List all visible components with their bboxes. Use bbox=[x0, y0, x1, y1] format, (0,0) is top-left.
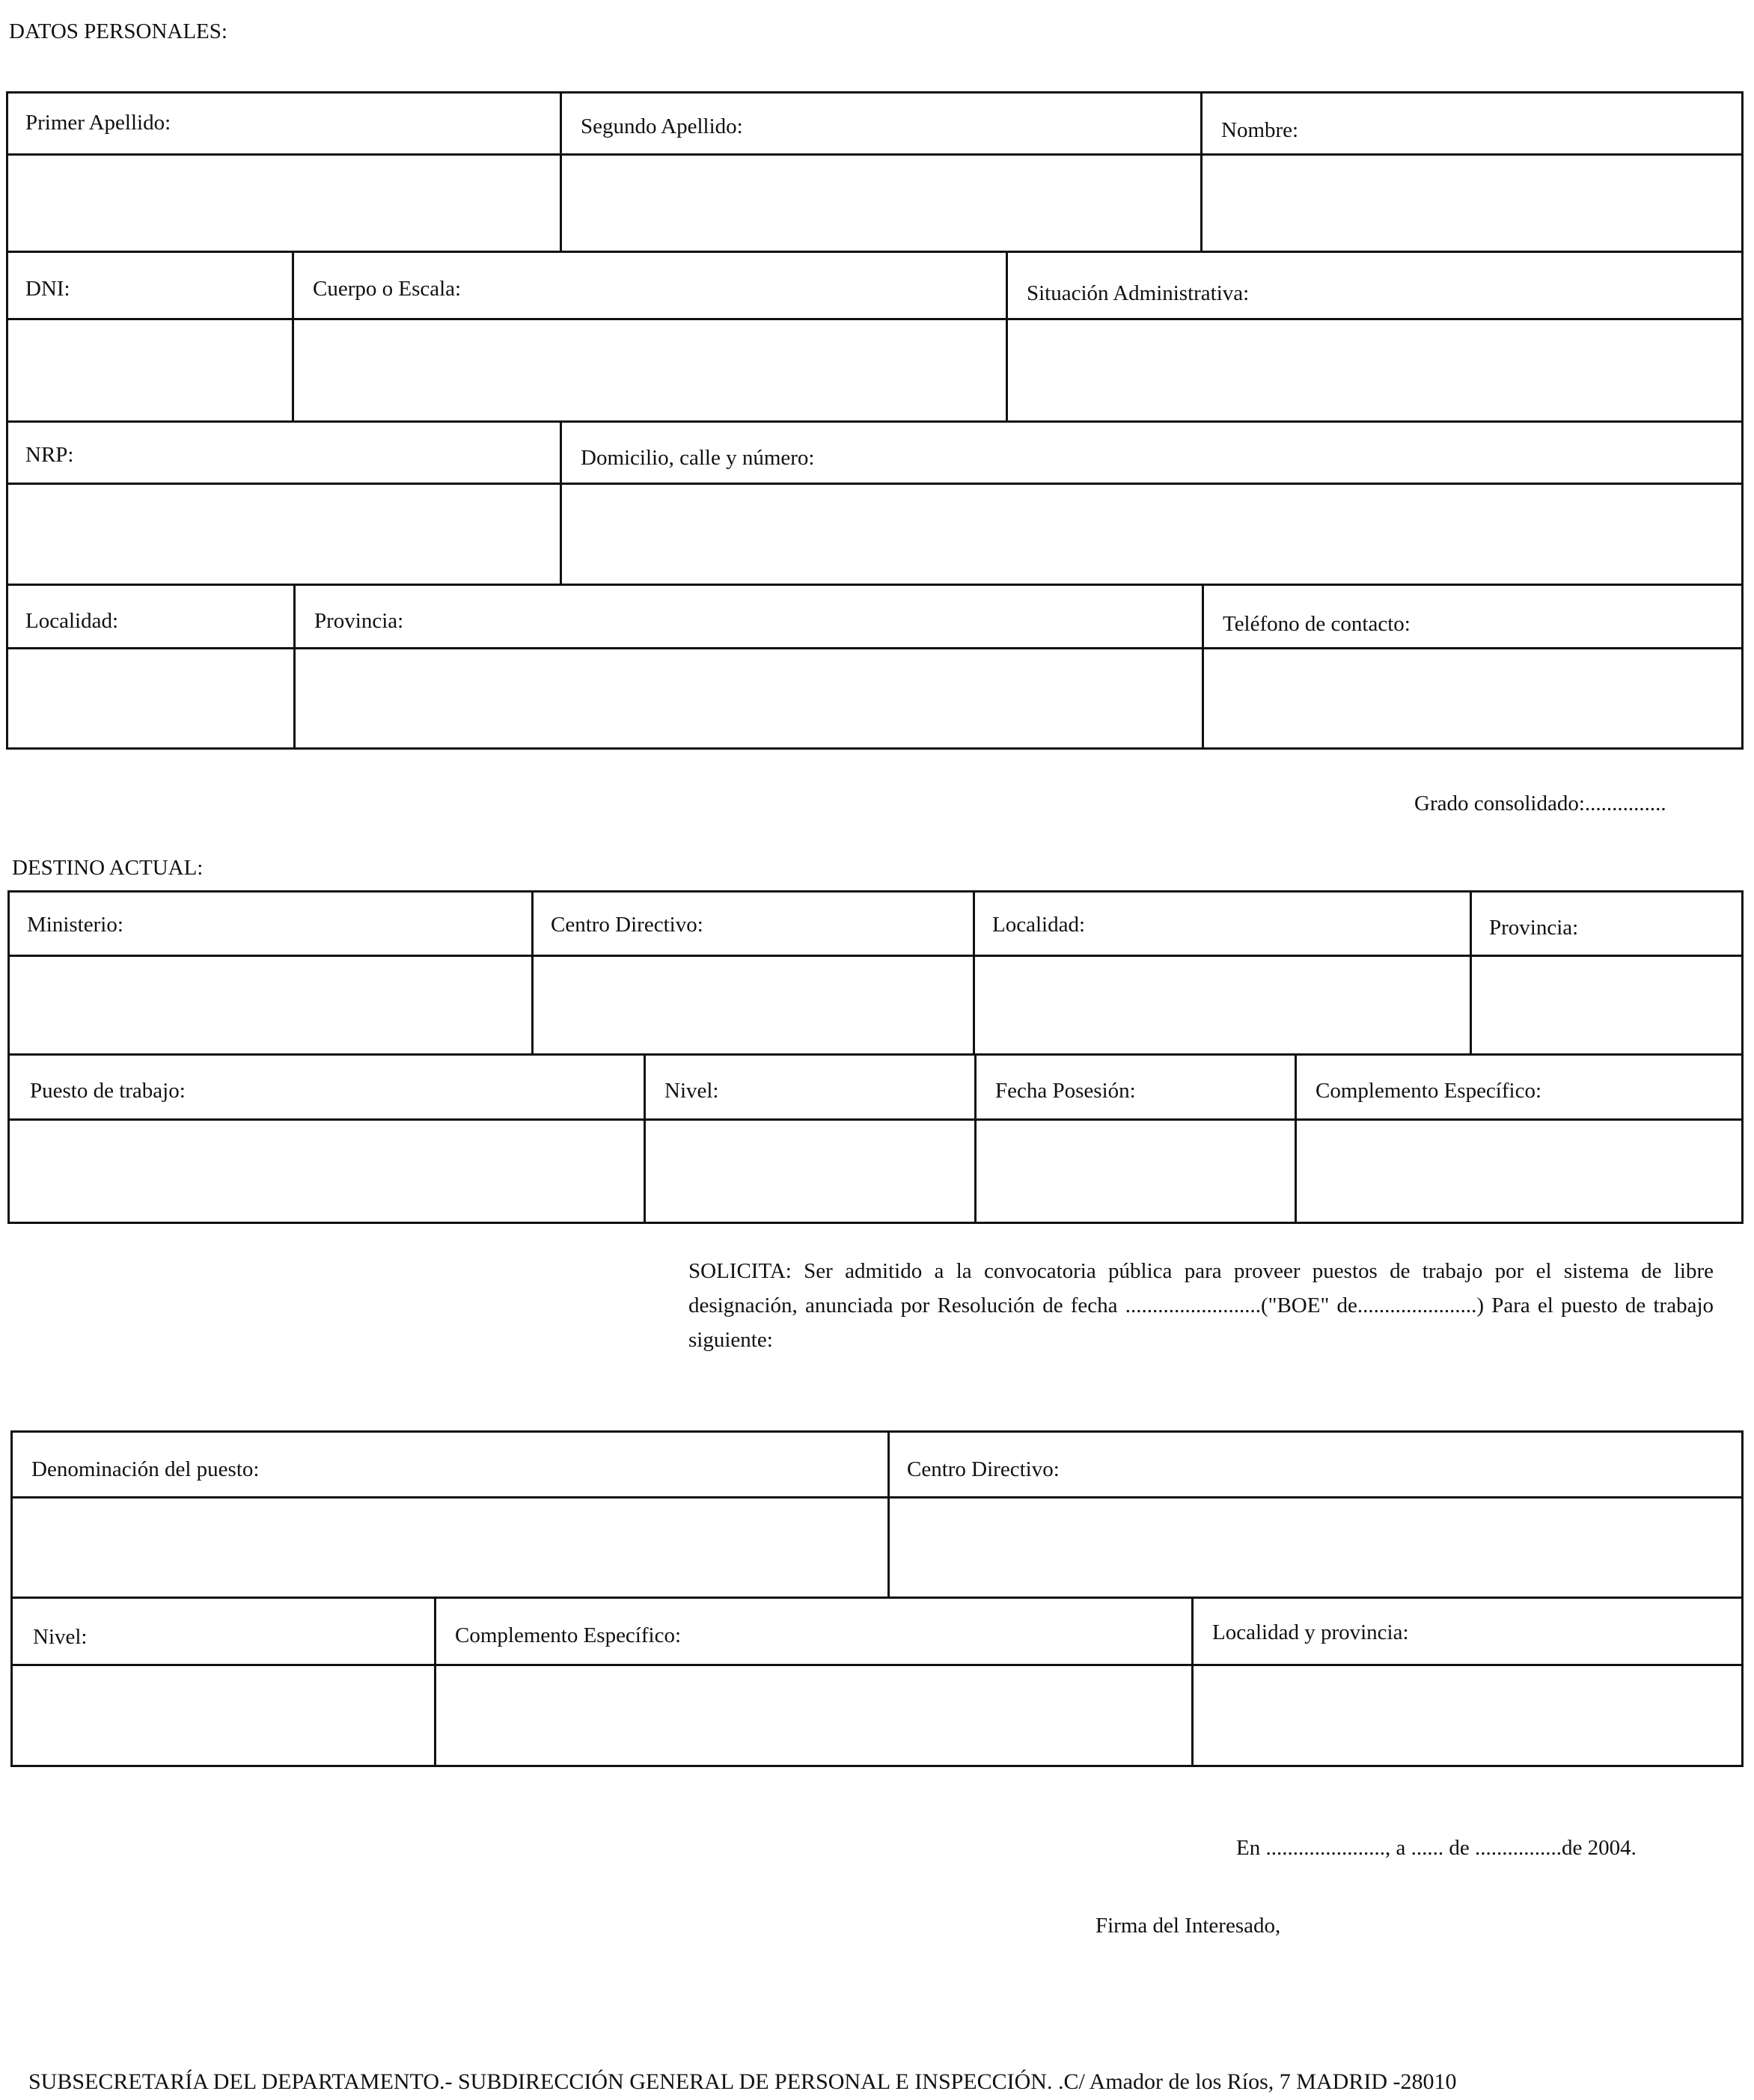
label-divider bbox=[6, 153, 1744, 156]
field-telefono[interactable] bbox=[1205, 650, 1741, 747]
label-complemento-solicitado: Complemento Específico: bbox=[455, 1623, 682, 1647]
col-divider bbox=[1202, 584, 1204, 750]
label-divider bbox=[6, 647, 1744, 649]
col-divider bbox=[560, 91, 562, 252]
field-primer-apellido[interactable] bbox=[9, 156, 558, 249]
field-situacion-administrativa[interactable] bbox=[1009, 321, 1741, 419]
col-divider bbox=[1200, 91, 1203, 252]
label-divider bbox=[7, 1118, 1744, 1121]
row-divider bbox=[7, 1053, 1744, 1056]
solicita-paragraph: SOLICITA: Ser admitido a la convocatoria pública para proveer puestos de trabajo por el sistema de libre designación, anunciada por Resolución de fecha .........................("BOE" de......................) Para el puesto de trabajo siguiente: bbox=[688, 1259, 1714, 1352]
label-telefono: Teléfono de contacto: bbox=[1223, 612, 1411, 636]
label-provincia-actual: Provincia: bbox=[1489, 916, 1579, 940]
col-divider bbox=[974, 1053, 977, 1224]
section-title-datos-personales: DATOS PERSONALES: bbox=[9, 19, 227, 43]
col-divider bbox=[1470, 890, 1472, 1055]
label-divider bbox=[10, 1664, 1744, 1666]
label-segundo-apellido: Segundo Apellido: bbox=[581, 114, 743, 138]
col-divider bbox=[434, 1597, 436, 1767]
signature-label: Firma del Interesado, bbox=[1096, 1914, 1281, 1938]
col-divider bbox=[531, 890, 534, 1055]
label-divider bbox=[7, 955, 1744, 957]
field-nrp[interactable] bbox=[9, 486, 558, 582]
label-primer-apellido: Primer Apellido: bbox=[25, 111, 171, 135]
label-centro-directivo: Centro Directivo: bbox=[551, 913, 703, 937]
field-provincia[interactable] bbox=[296, 650, 1200, 747]
field-denominacion-puesto[interactable] bbox=[13, 1499, 886, 1595]
col-divider bbox=[1295, 1053, 1297, 1224]
label-provincia: Provincia: bbox=[314, 609, 404, 633]
field-puesto-trabajo[interactable] bbox=[10, 1121, 642, 1221]
label-fecha-posesion: Fecha Posesión: bbox=[995, 1079, 1136, 1103]
label-nrp: NRP: bbox=[25, 443, 74, 467]
footer-address: SUBSECRETARÍA DEL DEPARTAMENTO.- SUBDIRECCIÓN GENERAL DE PERSONAL E INSPECCIÓN. .C/ Amador de los Ríos, 7 MADRID -28010 bbox=[28, 2069, 1457, 2094]
col-divider bbox=[1191, 1597, 1194, 1767]
field-provincia-actual[interactable] bbox=[1473, 958, 1741, 1052]
label-complemento-especifico: Complemento Específico: bbox=[1316, 1079, 1542, 1103]
field-centro-directivo-solicitado[interactable] bbox=[890, 1499, 1741, 1595]
row-divider bbox=[6, 251, 1744, 253]
label-localidad: Localidad: bbox=[25, 609, 119, 633]
label-domicilio: Domicilio, calle y número: bbox=[581, 446, 815, 470]
col-divider bbox=[292, 251, 294, 422]
field-cuerpo-escala[interactable] bbox=[295, 321, 1004, 419]
col-divider bbox=[644, 1053, 646, 1224]
field-centro-directivo[interactable] bbox=[534, 958, 971, 1052]
field-nombre[interactable] bbox=[1203, 156, 1741, 249]
label-denominacion-puesto: Denominación del puesto: bbox=[31, 1457, 260, 1481]
field-nivel-solicitado[interactable] bbox=[13, 1667, 433, 1764]
label-nivel-actual: Nivel: bbox=[664, 1079, 719, 1103]
field-localidad[interactable] bbox=[9, 650, 292, 747]
label-localidad-actual: Localidad: bbox=[992, 913, 1086, 937]
label-nivel-solicitado: Nivel: bbox=[33, 1625, 88, 1649]
col-divider bbox=[560, 420, 562, 585]
field-segundo-apellido[interactable] bbox=[563, 156, 1199, 249]
label-situacion-administrativa: Situación Administrativa: bbox=[1027, 281, 1250, 305]
field-domicilio[interactable] bbox=[563, 486, 1741, 582]
label-divider bbox=[10, 1496, 1744, 1499]
field-localidad-provincia[interactable] bbox=[1194, 1667, 1741, 1764]
section-title-destino-actual: DESTINO ACTUAL: bbox=[12, 856, 204, 880]
col-divider bbox=[887, 1430, 890, 1598]
field-ministerio[interactable] bbox=[10, 958, 530, 1052]
col-divider bbox=[1006, 251, 1008, 422]
row-divider bbox=[10, 1597, 1744, 1599]
col-divider bbox=[293, 584, 296, 750]
label-nombre: Nombre: bbox=[1221, 118, 1299, 142]
label-divider bbox=[6, 318, 1744, 320]
field-complemento-especifico[interactable] bbox=[1298, 1121, 1741, 1221]
label-dni: DNI: bbox=[25, 277, 70, 301]
grado-consolidado[interactable]: Grado consolidado:............... bbox=[1414, 792, 1666, 815]
row-divider bbox=[6, 420, 1744, 423]
field-dni[interactable] bbox=[9, 321, 290, 419]
col-divider bbox=[973, 890, 975, 1055]
row-divider bbox=[6, 584, 1744, 586]
field-complemento-solicitado[interactable] bbox=[437, 1667, 1190, 1764]
field-localidad-actual[interactable] bbox=[976, 958, 1468, 1052]
label-ministerio: Ministerio: bbox=[27, 913, 123, 937]
field-fecha-posesion[interactable] bbox=[977, 1121, 1293, 1221]
label-divider bbox=[6, 483, 1744, 485]
field-nivel-actual[interactable] bbox=[647, 1121, 973, 1221]
label-localidad-provincia: Localidad y provincia: bbox=[1212, 1620, 1409, 1644]
label-cuerpo-escala: Cuerpo o Escala: bbox=[313, 277, 462, 301]
label-puesto-trabajo: Puesto de trabajo: bbox=[30, 1079, 186, 1103]
date-line[interactable]: En ......................, a ...... de ................de 2004. bbox=[1236, 1836, 1637, 1860]
label-centro-directivo-solicitado: Centro Directivo: bbox=[907, 1457, 1060, 1481]
